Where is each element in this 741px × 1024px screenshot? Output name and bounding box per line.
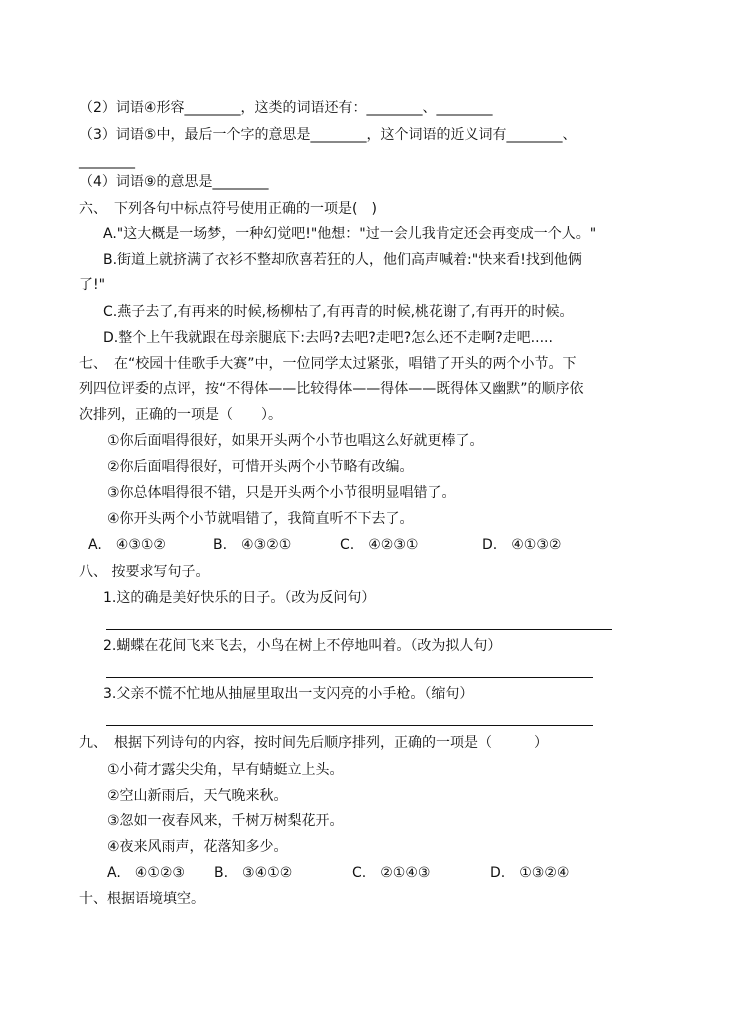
q6-option-b-line1: B.街道上就挤满了衣衫不整却欣喜若狂的人，他们高声喊着:"快来看!找到他俩: [103, 252, 582, 268]
q7-stem-line3: 次排列，正确的一项是（ ）。: [79, 407, 282, 423]
q7-item-3: ③你总体唱得很不错，只是开头两个小节很明显唱错了。: [107, 485, 456, 501]
q7-stem-line1: 七、 在“校园十佳歌手大赛”中，一位同学太过紧张，唱错了开头的两个小节。下: [79, 356, 577, 372]
q8-item-1: 1.这的确是美好快乐的日子。（改为反问句）: [103, 590, 376, 606]
q9-option-d: D. ①③②④: [490, 865, 570, 881]
q7-stem-line2: 列四位评委的点评，按“不得体——比较得体——得体——既得体又幽默”的顺序依: [79, 381, 584, 397]
q8-item-2: 2.蝴蝶在花间飞来飞去，小鸟在树上不停地叫着。（改为拟人句）: [103, 638, 502, 654]
q6-option-d: D.整个上午我就跟在母亲腿底下:去吗?去吧?走吧?怎么还不走啊?走吧.....: [103, 330, 553, 346]
q9-option-c: C. ②①④③: [352, 865, 431, 881]
q10-stem: 十、根据语境填空。: [79, 891, 205, 907]
q9-item-3: ③忽如一夜春风来，千树万树梨花开。: [107, 813, 344, 829]
q7-option-a: A. ④③①②: [88, 537, 166, 553]
q9-item-4: ④夜来风雨声，花落知多少。: [107, 839, 288, 855]
q6-stem: 六、 下列各句中标点符号使用正确的一项是( ): [79, 201, 377, 217]
q5-sub3-continued: ________: [79, 153, 135, 169]
q5-sub3: （3）词语⑤中，最后一个字的意思是________，这个词语的近义词有________、: [79, 127, 577, 143]
q9-item-1: ①小荷才露尖尖角，早有蜻蜓立上头。: [107, 762, 344, 778]
q7-item-4: ④你开头两个小节就唱错了，我简直听不下去了。: [107, 511, 414, 527]
q7-item-1: ①你后面唱得很好，如果开头两个小节也唱这么好就更棒了。: [107, 433, 484, 449]
q7-option-b: B. ④③②①: [213, 537, 292, 553]
q5-sub2: （2）词语④形容________，这类的词语还有：________、________: [79, 100, 493, 116]
q9-option-b: B. ③④①②: [214, 865, 293, 881]
q8-item-3: 3.父亲不慌不忙地从抽屉里取出一支闪亮的小手枪。（缩句）: [103, 686, 474, 702]
q7-option-c: C. ④②③①: [340, 537, 419, 553]
q6-option-c: C.燕子去了,有再来的时候,杨柳枯了,有再青的时候,桃花谢了,有再开的时候。: [103, 304, 574, 320]
q7-option-d: D. ④①③②: [482, 537, 562, 553]
q6-option-a: A."这大概是一场梦，一种幻觉吧!"他想："过一会儿我肯定还会再变成一个人。": [103, 226, 597, 242]
q9-stem: 九、 根据下列诗句的内容，按时间先后顺序排列，正确的一项是（ ）: [79, 735, 548, 751]
q9-item-2: ②空山新雨后，天气晚来秋。: [107, 788, 288, 804]
q8-answer-line-2[interactable]: [106, 677, 593, 678]
q8-answer-line-1[interactable]: [106, 629, 612, 630]
q7-item-2: ②你后面唱得很好，可惜开头两个小节略有改编。: [107, 459, 414, 475]
q5-sub4: （4）词语⑨的意思是________: [79, 174, 269, 190]
q8-answer-line-3[interactable]: [106, 725, 593, 726]
q8-stem: 八、 按要求写句子。: [79, 564, 210, 580]
q9-option-a: A. ④①②③: [107, 865, 185, 881]
q6-option-b-line2: 了!": [79, 277, 106, 293]
